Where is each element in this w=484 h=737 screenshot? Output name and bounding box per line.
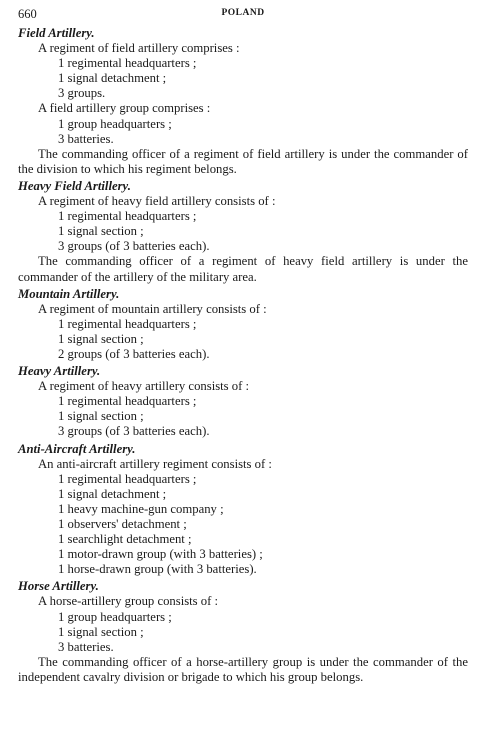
list-item: 3 groups (of 3 batteries each). — [58, 239, 210, 254]
list-item: 1 regimental headquarters ; — [58, 56, 197, 71]
section-heading: Heavy Field Artillery. — [18, 178, 131, 193]
section-heading: Horse Artillery. — [18, 579, 99, 594]
page-header — [18, 4, 468, 24]
intro-line: A regiment of heavy artillery consists of : — [38, 379, 250, 394]
list-item: 1 group headquarters ; — [58, 609, 172, 624]
page-number: 660 — [18, 7, 37, 21]
section — [18, 287, 468, 362]
intro-line: A regiment of field artillery comprises : — [38, 41, 240, 56]
list-item: 1 signal section ; — [58, 224, 144, 239]
list-item: 1 signal section ; — [58, 409, 144, 424]
section — [18, 364, 468, 439]
list-item: 1 regimental headquarters ; — [58, 471, 197, 486]
intro-line: A field artillery group comprises : — [38, 101, 211, 116]
section-heading: Field Artillery. — [18, 26, 95, 40]
list-item: 1 signal section ; — [58, 624, 144, 639]
document-body — [18, 26, 468, 685]
list-item: 1 horse-drawn group (with 3 batteries). — [58, 562, 257, 577]
list-item: 2 groups (of 3 batteries each). — [58, 346, 210, 361]
list-item: 1 signal section ; — [58, 331, 144, 346]
section-heading: Mountain Artillery. — [18, 286, 120, 301]
list-item: 3 batteries. — [58, 639, 114, 654]
list-item: 1 regimental headquarters ; — [58, 209, 197, 224]
list-item: 1 regimental headquarters ; — [58, 316, 197, 331]
intro-line: A regiment of heavy field artillery consists of : — [38, 194, 276, 209]
list-item: 1 signal detachment ; — [58, 486, 167, 501]
list-item: 1 motor-drawn group (with 3 batteries) ; — [58, 547, 263, 562]
section — [18, 26, 468, 177]
intro-line: A horse-artillery group consists of : — [38, 594, 219, 609]
list-item: 1 group headquarters ; — [58, 116, 172, 131]
intro-line: A regiment of mountain artillery consists of : — [38, 301, 267, 316]
list-item: 1 heavy machine-gun company ; — [58, 501, 224, 516]
section-heading: Anti-Aircraft Artillery. — [18, 441, 136, 456]
section — [18, 179, 468, 285]
section — [18, 579, 468, 685]
list-item: 1 searchlight detachment ; — [58, 532, 192, 547]
list-item: 3 batteries. — [58, 131, 114, 146]
paragraph: The commanding officer of a horse-artillery group is under the commander of the independent cavalry division or brigade to which his group belongs. — [18, 654, 468, 684]
list-item: 1 regimental headquarters ; — [58, 394, 197, 409]
list-item: 1 observers' detachment ; — [58, 517, 187, 531]
paragraph: The commanding officer of a regiment of field artillery is under the commander of the division to which his regiment belongs. — [18, 146, 468, 176]
list-item: 3 groups. — [58, 86, 106, 101]
running-head: POLAND — [221, 8, 265, 18]
list-item: 1 signal detachment ; — [58, 71, 167, 86]
paragraph: The commanding officer of a regiment of heavy field artillery is under the commander of the artillery of the military area. — [18, 254, 468, 284]
section-heading: Heavy Artillery. — [18, 364, 101, 379]
list-item: 3 groups (of 3 batteries each). — [58, 424, 210, 439]
section — [18, 442, 468, 578]
intro-line: An anti-aircraft artillery regiment consists of : — [38, 456, 272, 471]
